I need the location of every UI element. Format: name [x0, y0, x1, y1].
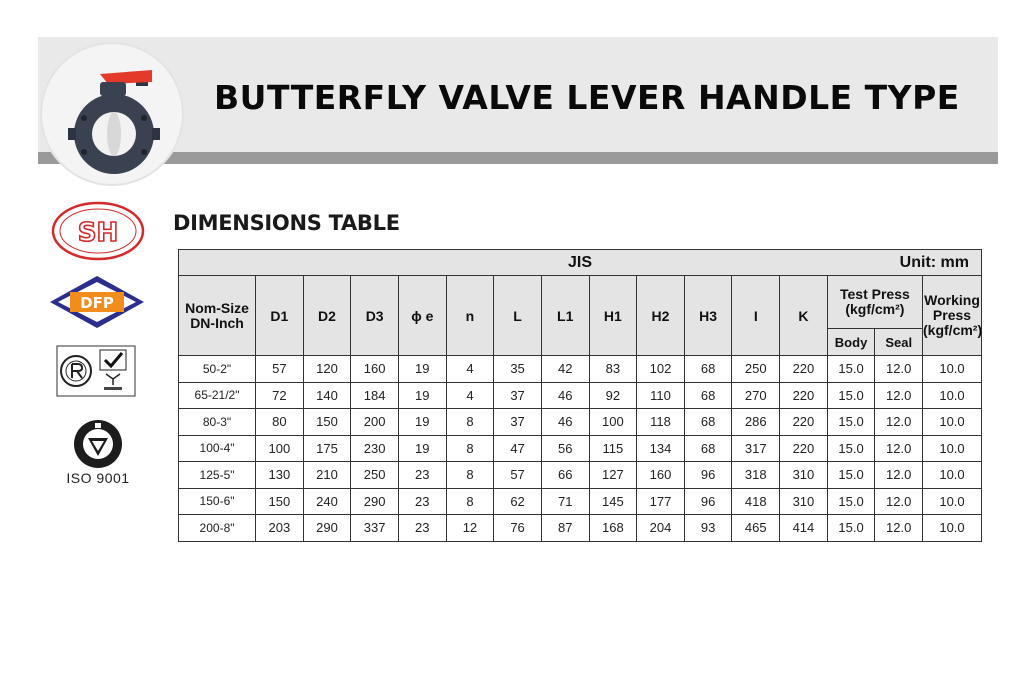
table-cell: 10.0 [923, 488, 982, 515]
table-cell: 37 [494, 409, 542, 436]
table-cell: 337 [351, 515, 399, 542]
col-header-nom-size [179, 276, 256, 356]
col-header-k: K [780, 276, 828, 356]
col-header-i: I [732, 276, 780, 356]
table-cell: 130 [256, 462, 304, 489]
table-cell: 230 [351, 435, 399, 462]
table-cell-nom-size: 80-3" [179, 409, 256, 436]
table-cell: 10.0 [923, 356, 982, 383]
col-header-l1: L1 [541, 276, 589, 356]
col-header-n: n [446, 276, 494, 356]
table-row [179, 356, 982, 383]
table-cell: 140 [303, 382, 351, 409]
table-cell: 12.0 [875, 488, 923, 515]
col-header-working-press-line3: (kgf/cm²) [923, 322, 983, 338]
table-cell: 145 [589, 488, 637, 515]
table-cell: 102 [637, 356, 685, 383]
table-cell: 15.0 [827, 462, 875, 489]
table-cell: 66 [541, 462, 589, 489]
col-header-body: Body [827, 329, 875, 356]
table-cell: 68 [684, 409, 732, 436]
table-cell: 175 [303, 435, 351, 462]
table-cell: 160 [351, 356, 399, 383]
table-cell: 290 [303, 515, 351, 542]
table-cell: 4 [446, 382, 494, 409]
table-cell: 15.0 [827, 382, 875, 409]
table-cell: 220 [780, 409, 828, 436]
table-cell: 72 [256, 382, 304, 409]
table-cell: 15.0 [827, 515, 875, 542]
table-cell: 168 [589, 515, 637, 542]
table-cell: 220 [780, 356, 828, 383]
table-cell: 204 [637, 515, 685, 542]
dimensions-table [178, 249, 982, 542]
table-cell: 318 [732, 462, 780, 489]
table-cell: 210 [303, 462, 351, 489]
col-header-test-press [827, 276, 922, 329]
table-cell: 120 [303, 356, 351, 383]
col-header-h1: H1 [589, 276, 637, 356]
table-cell-nom-size: 150-6" [179, 488, 256, 515]
table-cell: 80 [256, 409, 304, 436]
table-cell: 83 [589, 356, 637, 383]
table-cell: 47 [494, 435, 542, 462]
table-cell: 250 [732, 356, 780, 383]
table-cell: 250 [351, 462, 399, 489]
col-header-h3: H3 [684, 276, 732, 356]
table-cell: 46 [541, 382, 589, 409]
table-cell: 15.0 [827, 435, 875, 462]
table-cell: 8 [446, 488, 494, 515]
col-header-l: L [494, 276, 542, 356]
table-row [179, 409, 982, 436]
table-cell: 35 [494, 356, 542, 383]
col-header-d1: D1 [256, 276, 304, 356]
table-cell-nom-size: 50-2" [179, 356, 256, 383]
table-cell: 12.0 [875, 515, 923, 542]
table-cell: 46 [541, 409, 589, 436]
col-header-d2: D2 [303, 276, 351, 356]
iso-9001-label: ISO 9001 [66, 470, 130, 486]
butterfly-valve-image [40, 42, 184, 186]
table-cell: 23 [398, 515, 446, 542]
table-cell: 15.0 [827, 409, 875, 436]
table-cell: 12.0 [875, 356, 923, 383]
certification-marks [56, 345, 136, 402]
table-cell: 115 [589, 435, 637, 462]
table-cell: 19 [398, 356, 446, 383]
table-cell: 96 [684, 462, 732, 489]
standard-header [179, 250, 982, 276]
table-cell: 10.0 [923, 462, 982, 489]
col-header-seal: Seal [875, 329, 923, 356]
table-cell: 100 [589, 409, 637, 436]
table-row [179, 515, 982, 542]
table-cell: 19 [398, 382, 446, 409]
table-cell: 4 [446, 356, 494, 383]
table-cell: 62 [494, 488, 542, 515]
table-cell: 23 [398, 462, 446, 489]
table-cell: 317 [732, 435, 780, 462]
page-title: BUTTERFLY VALVE LEVER HANDLE TYPE [214, 78, 960, 117]
table-cell: 12.0 [875, 435, 923, 462]
table-row [179, 488, 982, 515]
dimensions-table-body [179, 356, 982, 542]
col-header-working-press-line2: Press [932, 307, 972, 323]
table-cell: 10.0 [923, 382, 982, 409]
col-header-test-press-line2: (kgf/cm²) [845, 301, 905, 317]
sh-brand-text: SH [77, 218, 119, 248]
table-cell: 184 [351, 382, 399, 409]
table-cell: 10.0 [923, 435, 982, 462]
table-cell: 160 [637, 462, 685, 489]
table-cell: 68 [684, 356, 732, 383]
table-cell: 57 [494, 462, 542, 489]
table-cell: 57 [256, 356, 304, 383]
table-cell: 12.0 [875, 382, 923, 409]
table-cell: 15.0 [827, 488, 875, 515]
table-cell: 93 [684, 515, 732, 542]
table-cell: 8 [446, 435, 494, 462]
dfp-brand-logo [48, 274, 146, 335]
table-cell: 290 [351, 488, 399, 515]
table-cell: 8 [446, 409, 494, 436]
table-cell: 270 [732, 382, 780, 409]
table-cell: 150 [303, 409, 351, 436]
table-cell: 310 [780, 462, 828, 489]
table-cell: 150 [256, 488, 304, 515]
col-header-working-press-line1: Working [924, 292, 980, 308]
table-cell: 203 [256, 515, 304, 542]
table-cell-nom-size: 100-4" [179, 435, 256, 462]
table-cell: 68 [684, 382, 732, 409]
table-cell: 220 [780, 382, 828, 409]
table-cell-nom-size: 65-21/2" [179, 382, 256, 409]
table-cell: 220 [780, 435, 828, 462]
table-cell: 42 [541, 356, 589, 383]
product-image [40, 42, 184, 186]
table-cell: 15.0 [827, 356, 875, 383]
table-cell: 12.0 [875, 409, 923, 436]
table-cell: 8 [446, 462, 494, 489]
table-cell: 286 [732, 409, 780, 436]
table-cell: 200 [351, 409, 399, 436]
table-cell: 134 [637, 435, 685, 462]
sh-brand-logo [50, 200, 146, 267]
table-cell: 37 [494, 382, 542, 409]
col-header-phi-e: ϕ e [398, 276, 446, 356]
table-cell: 12 [446, 515, 494, 542]
table-cell: 87 [541, 515, 589, 542]
table-cell: 76 [494, 515, 542, 542]
table-cell: 12.0 [875, 462, 923, 489]
table-cell: 19 [398, 409, 446, 436]
table-cell: 10.0 [923, 409, 982, 436]
table-cell: 118 [637, 409, 685, 436]
table-cell: 56 [541, 435, 589, 462]
table-cell: 418 [732, 488, 780, 515]
dimensions-table-container [178, 249, 982, 542]
table-cell: 240 [303, 488, 351, 515]
table-cell: 414 [780, 515, 828, 542]
table-cell: 310 [780, 488, 828, 515]
table-cell: 23 [398, 488, 446, 515]
table-cell: 68 [684, 435, 732, 462]
table-cell: 92 [589, 382, 637, 409]
unit-label: Unit: mm [899, 254, 969, 271]
table-cell-nom-size: 125-5" [179, 462, 256, 489]
iso-registered-logo [60, 418, 136, 475]
table-cell: 100 [256, 435, 304, 462]
table-cell: 110 [637, 382, 685, 409]
table-cell: 10.0 [923, 515, 982, 542]
table-cell: 127 [589, 462, 637, 489]
table-cell: 177 [637, 488, 685, 515]
col-header-nom-size-line1: Nom-Size [185, 299, 249, 316]
table-row [179, 382, 982, 409]
table-cell: 96 [684, 488, 732, 515]
table-cell: 465 [732, 515, 780, 542]
table-row [179, 435, 982, 462]
table-row [179, 462, 982, 489]
dimensions-table-heading: DIMENSIONS TABLE [173, 211, 400, 235]
col-header-h2: H2 [637, 276, 685, 356]
col-header-test-press-line1: Test Press [839, 286, 910, 302]
table-cell: 71 [541, 488, 589, 515]
dfp-brand-text: DFP [80, 294, 114, 312]
col-header-d3: D3 [351, 276, 399, 356]
table-cell: 19 [398, 435, 446, 462]
standard-label: JIS [567, 253, 592, 271]
table-cell-nom-size: 200-8" [179, 515, 256, 542]
col-header-nom-size-line2: DN-Inch [190, 314, 244, 331]
col-header-working-press [923, 276, 982, 356]
